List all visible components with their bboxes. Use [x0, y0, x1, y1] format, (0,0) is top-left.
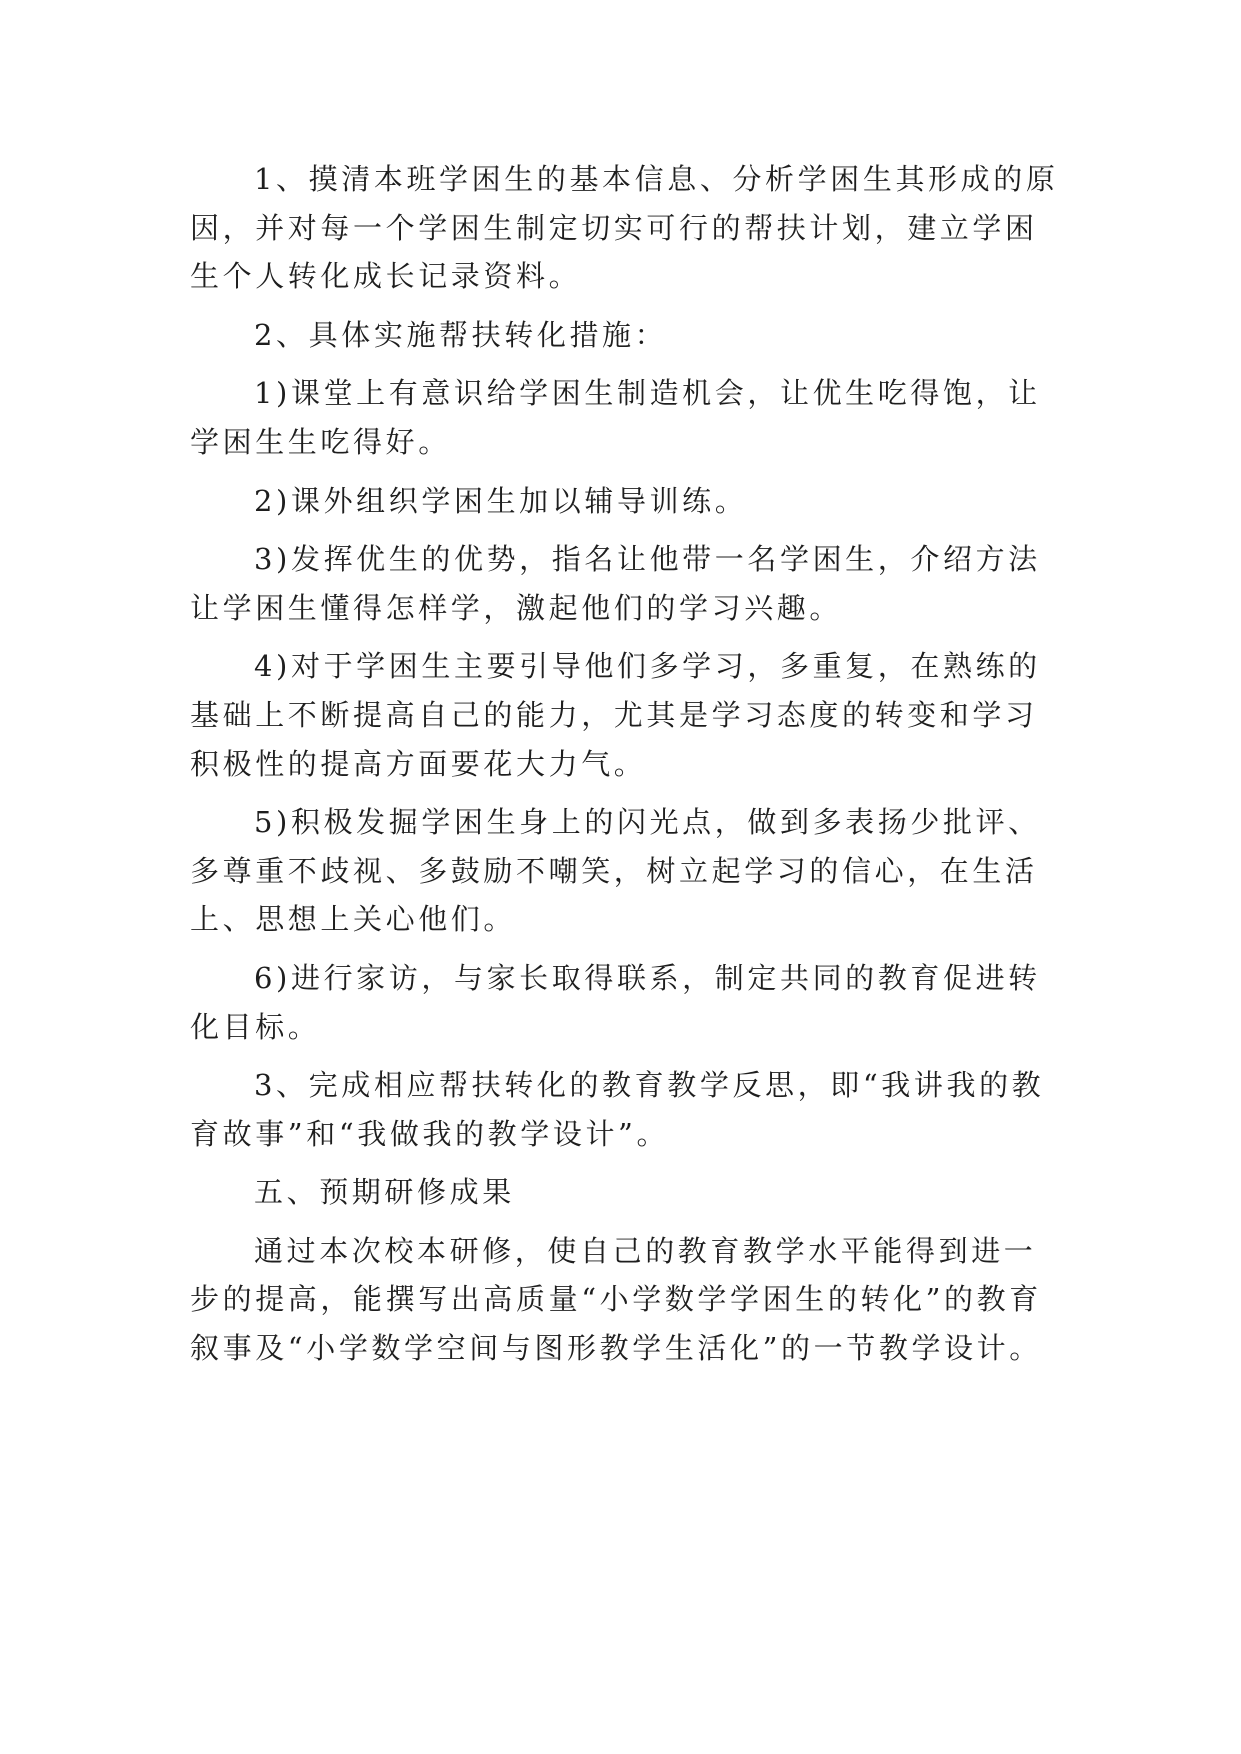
paragraph-step-1: 1、摸清本班学困生的基本信息、分析学困生其形成的原因，并对每一个学困生制定切实可行的帮扶计划，建立学困生个人转化成长记录资料。 [190, 162, 1059, 294]
section-heading-expected-results: 五、预期研修成果 [254, 1175, 515, 1210]
paragraph-step-3: 3、完成相应帮扶转化的教育教学反思，即“我讲我的教育故事”和“我做我的教学设计”。 [190, 1068, 1045, 1151]
paragraph-measure-6: 6)进行家访，与家长取得联系，制定共同的教育促进转化目标。 [190, 960, 1041, 1044]
document-body [190, 155, 1060, 1383]
paragraph-step-2: 2、具体实施帮扶转化措施： [254, 317, 668, 352]
paragraph-measure-3: 3)发挥优生的优势，指名让他带一名学困生，介绍方法让学困生懂得怎样学，激起他们的学习兴趣。 [190, 542, 1041, 625]
paragraph-expected-results: 通过本次校本研修，使自己的教育教学水平能得到进一步的提高，能撰写出高质量“小学数学学困生的转化”的教育叙事及“小学数学空间与图形教学生活化”的一节教学设计。 [190, 1233, 1042, 1366]
paragraph-measure-2: 2)课外组织学困生加以辅导训练。 [254, 483, 748, 518]
paragraph-measure-1: 1)课堂上有意识给学困生制造机会，让优生吃得饱，让学困生生吃得好。 [190, 376, 1041, 459]
paragraph-measure-5: 5)积极发掘学困生身上的闪光点，做到多表扬少批评、多尊重不歧视、多鼓励不嘲笑，树立起学习的信心，在生活上、思想上关心他们。 [190, 805, 1041, 937]
paragraph-measure-4: 4)对于学困生主要引导他们多学习，多重复，在熟练的基础上不断提高自己的能力，尤其是学习态度的转变和学习积极性的提高方面要花大力气。 [190, 649, 1041, 781]
